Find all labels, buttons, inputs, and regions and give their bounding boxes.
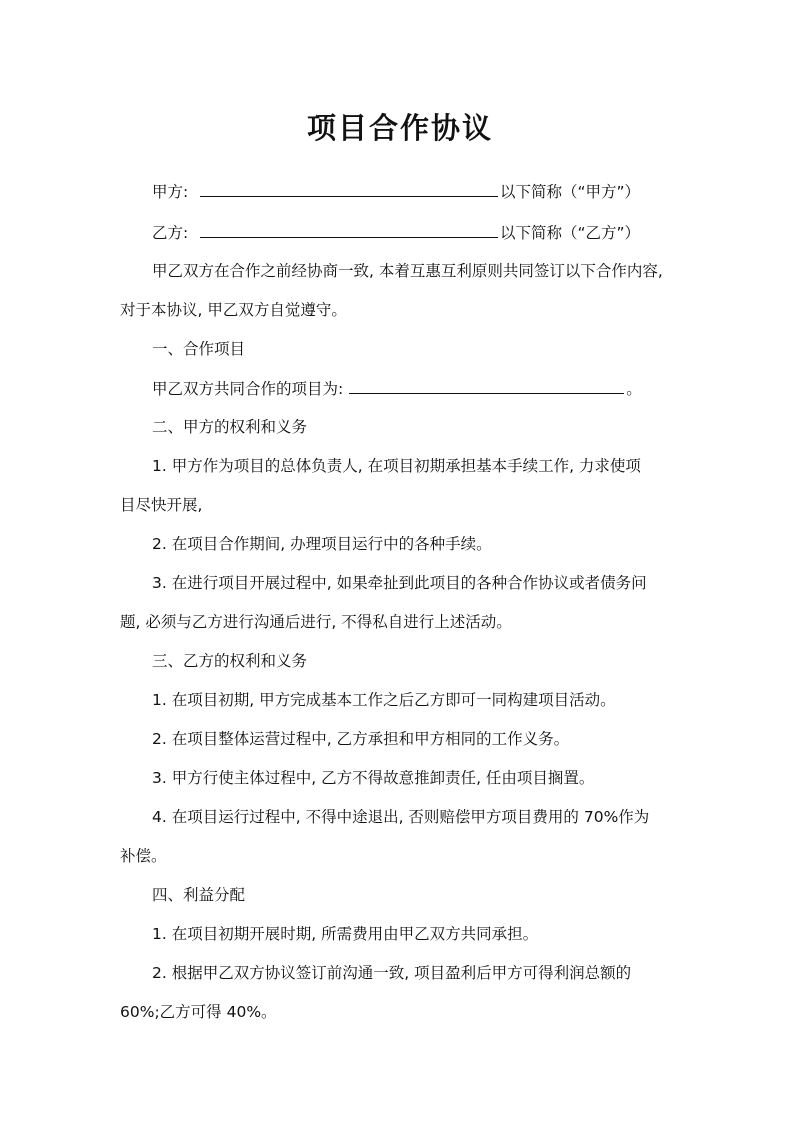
project-blank[interactable]	[349, 377, 624, 394]
preamble-line-1: 甲乙双方在合作之前经协商一致, 本着互惠互利原则共同签订以下合作内容,	[152, 262, 663, 280]
section2-item2: 2. 在项目合作期间, 办理项目运行中的各种手续。	[152, 535, 492, 553]
section4-heading: 四、利益分配	[152, 886, 246, 904]
party-a-line	[152, 180, 700, 203]
section3-item1: 1. 在项目初期, 甲方完成基本工作之后乙方即可一同构建项目活动。	[152, 691, 616, 709]
section3-item4-line2: 补偿。	[120, 847, 167, 865]
party-a-blank[interactable]	[200, 180, 498, 197]
section3-heading: 三、乙方的权利和义务	[152, 652, 308, 670]
section2-item3-line1: 3. 在进行项目开展过程中, 如果牵扯到此项目的各种合作协议或者债务问	[152, 574, 647, 592]
section2-item1-line2: 目尽快开展,	[120, 496, 203, 514]
party-b-line	[152, 221, 700, 244]
section4-item2-line1: 2. 根据甲乙双方协议签订前沟通一致, 项目盈利后甲方可得利润总额的	[152, 964, 632, 982]
section2-item1-line1: 1. 甲方作为项目的总体负责人, 在项目初期承担基本手续工作, 力求使项	[152, 457, 641, 475]
project-line-suffix: 。	[626, 380, 642, 398]
section1-heading: 一、合作项目	[152, 340, 246, 358]
preamble-line-2: 对于本协议, 甲乙双方自觉遵守。	[120, 301, 347, 319]
section3-item2: 2. 在项目整体运营过程中, 乙方承担和甲方相同的工作义务。	[152, 730, 570, 748]
section2-item3-line2: 题, 必须与乙方进行沟通后进行, 不得私自进行上述活动。	[120, 613, 512, 631]
section4-item1: 1. 在项目初期开展时期, 所需费用由甲乙双方共同承担。	[152, 925, 539, 943]
project-line-prefix: 甲乙双方共同合作的项目为:	[152, 380, 344, 398]
document-title: 项目合作协议	[306, 111, 493, 145]
section3-item3: 3. 甲方行使主体过程中, 乙方不得故意推卸责任, 任由项目搁置。	[152, 769, 595, 787]
party-b-suffix: 以下简称（“乙方”）	[500, 224, 641, 242]
project-line	[152, 377, 700, 400]
party-b-blank[interactable]	[200, 221, 498, 238]
party-a-label: 甲方:	[152, 183, 189, 201]
party-b-label: 乙方:	[152, 224, 189, 242]
party-a-suffix: 以下简称（“甲方”）	[500, 183, 641, 201]
section4-item2-line2: 60%;乙方可得 40%。	[120, 1003, 277, 1021]
section3-item4-line1: 4. 在项目运行过程中, 不得中途退出, 否则赔偿甲方项目费用的 70%作为	[152, 808, 650, 826]
section2-heading: 二、甲方的权利和义务	[152, 418, 308, 436]
